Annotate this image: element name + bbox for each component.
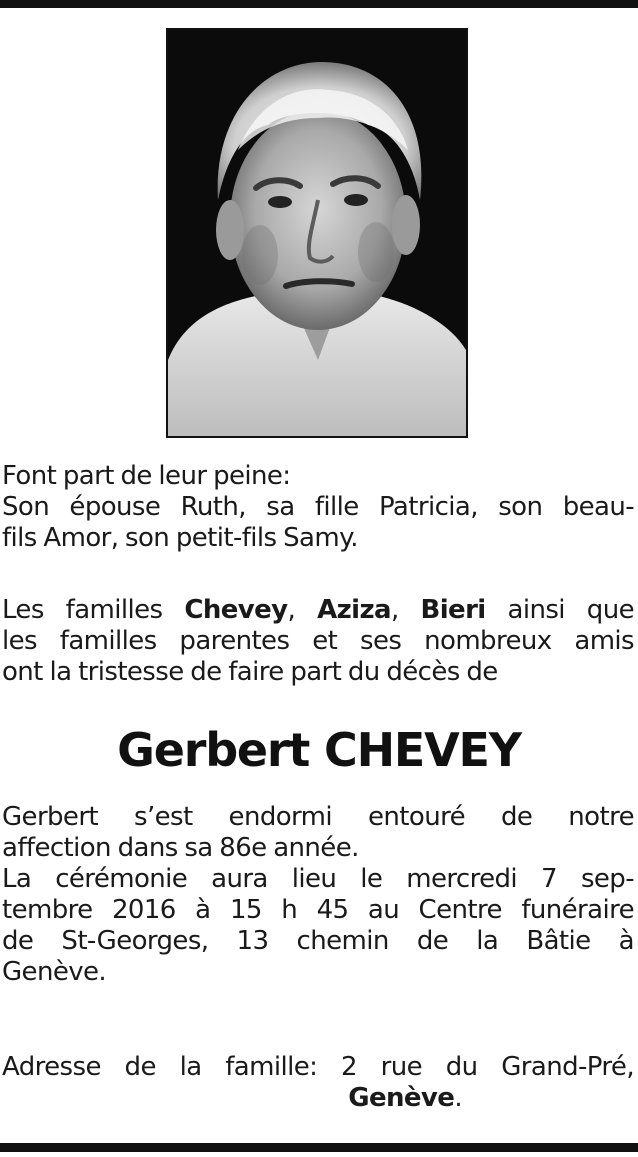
ceremony-line-1: Gerbert s’est endormi entouré de notre [2,802,634,832]
intro-line-2: Son épouse Ruth, sa fille Patricia, son beau- [2,492,634,522]
families-prefix: Les familles [2,595,185,625]
families-line-3: ont la tristesse de faire part du décès de [2,657,498,687]
ceremony-line-6: Genève. [2,957,107,987]
top-rule [0,0,638,8]
families-suffix: ainsi que [485,595,634,625]
address-city-end: . [454,1083,462,1113]
bottom-rule [0,1143,638,1152]
address-city: Genève [348,1083,455,1113]
family-name-aziza: Aziza [317,595,391,625]
address-city-line [2,1083,634,1114]
ceremony-line-4: tembre 2016 à 15 h 45 au Centre funéraire [2,895,634,925]
ceremony-line-5: de St-Georges, 13 chemin de la Bâtie à [2,926,634,956]
ceremony-line-2: affection dans sa 86e année. [2,833,359,863]
families-line-2: les familles parentes et ses nombreux amis [2,626,634,656]
families-line-1 [2,595,634,626]
intro-block [2,461,634,554]
ceremony-block [2,802,634,988]
ceremony-line-3: La cérémonie aura lieu le mercredi 7 sep- [2,864,634,894]
intro-line-3: fils Amor, son petit-fils Samy. [2,523,358,553]
portrait-photo [166,28,468,438]
families-separator-1: , [287,595,318,625]
families-block [2,595,634,688]
intro-line-1: Font part de leur peine: [2,461,291,491]
deceased-name: Gerbert CHEVEY [117,723,521,777]
family-name-chevey: Chevey [184,595,288,625]
address-line-1: Adresse de la famille: 2 rue du Grand-Pré, [2,1052,634,1082]
family-name-bieri: Bieri [420,595,486,625]
families-separator-2: , [390,595,421,625]
address-block [2,1052,634,1114]
